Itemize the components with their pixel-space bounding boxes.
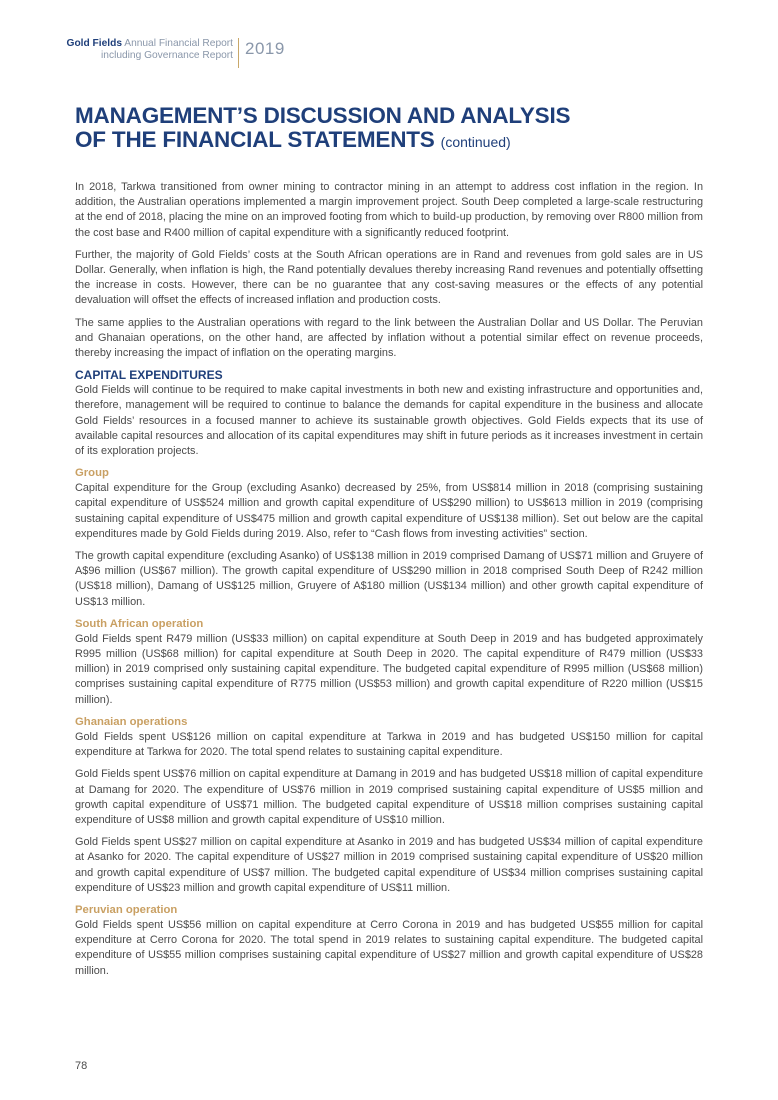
page-number: 78 [75, 1060, 88, 1072]
title-continued: (continued) [440, 134, 511, 150]
report-name-line-2: including Governance Report [101, 50, 233, 61]
paragraph: The growth capital expenditure (excluding Asanko) of US$138 million in 2019 comprised Damang of US$71 million and Gruyere of A$96 million (US$67 million). The growth capital expenditure of US$290 million in 2018 comprised South Deep of R242 million (US$18 million), Damang of US$125 million, Gruyere of A$180 million (US$134 million) and other growth capital expenditure of US$13 million. [75, 550, 703, 608]
title-line-2: OF THE FINANCIAL STATEMENTS [75, 127, 435, 152]
paragraph: In 2018, Tarkwa transitioned from owner mining to contractor mining in an attempt to address cost inflation in the region. In addition, the Australian operations implemented a margin improvement project. South Deep completed a large-scale restructuring at the end of 2018, placing the mine on an improved footing from which to build-up production, by removing over R800 million from the cost base and R400 million of capital expenditure with a significantly reduced footprint. [75, 181, 703, 239]
paragraph: Gold Fields spent US$56 million on capital expenditure at Cerro Corona in 2019 and has budgeted US$55 million for capital expenditure at Cerro Corona for 2020. The total spend in 2019 relates to sustaining capital expenditure. The budgeted capital expenditure of US$55 million comprises sustaining capital expenditure of US$27 million and growth capital expenditure of US$28 million. [75, 918, 703, 977]
report-type: Annual Financial Report [122, 38, 233, 49]
report-name [67, 38, 233, 62]
paragraph: Gold Fields spent US$27 million on capital expenditure at Asanko in 2019 and has budgeted US$34 million of capital expenditure at Asanko for 2020. The capital expenditure of US$27 million in 2019 comprised sustaining capital expenditure of US$20 million and growth capital expenditure of US$7 million. The budgeted capital expenditure of US$34 million comprises sustaining capital expenditure of US$23 million and growth capital expenditure of US$11 million. [75, 836, 703, 894]
brand-name: Gold Fields [66, 38, 122, 49]
report-name-line-1 [67, 38, 233, 50]
document-body [75, 180, 703, 986]
report-year: 2019 [245, 39, 285, 58]
header-divider [238, 38, 239, 68]
paragraph: The same applies to the Australian operations with regard to the link between the Australian Dollar and US Dollar. The Peruvian and Ghanaian operations, on the other hand, are affected by inflation without a potential similar effect on revenue proceeds, thereby increasing the impact of inflation on the operating margins. [75, 316, 703, 360]
subheading-ghanaian-operations: Ghanaian operations [75, 715, 188, 728]
title-line-1: MANAGEMENT’S DISCUSSION AND ANALYSIS [75, 103, 571, 128]
paragraph: Gold Fields spent US$76 million on capital expenditure at Damang in 2019 and has budgeted US$18 million of capital expenditure at Damang for 2020. The expenditure of US$76 million in 2019 comprised sustaining capital expenditure of US$5 million and growth capital expenditure of US$71 million. The budgeted capital expenditure of US$18 million comprises sustaining capital expenditure of US$8 million and growth capital expenditure of US$10 million. [75, 768, 703, 826]
paragraph: Gold Fields spent R479 million (US$33 million) on capital expenditure at South Deep in 2019 and has budgeted approximately R995 million (US$68 million) for capital expenditure at South Deep in 2020. The capital expenditure of R479 million (US$33 million) in 2019 comprised only sustaining capital expenditure. The budgeted capital expenditure of R995 million (US$68 million) comprises sustaining capital expenditure of R775 million (US$53 million) and growth capital expenditure of R220 million (US$15 million). [75, 632, 703, 706]
subheading-group: Group [75, 467, 109, 480]
subheading-peruvian-operation: Peruvian operation [75, 903, 178, 916]
paragraph: Gold Fields will continue to be required to make capital investments in both new and existing infrastructure and opportunities and, therefore, management will be required to continue to balance the demands for capital expenditure in the business and allocate Gold Fields’ resources in a focused manner to achieve its sustainable growth objectives. Gold Fields expects that its use of available capital resources and allocation of its capital expenditures may shift in future periods as it increases investment in certain of its exploration projects. [75, 384, 703, 458]
report-header [0, 38, 778, 72]
paragraph: Gold Fields spent US$126 million on capital expenditure at Tarkwa in 2019 and has budgeted US$150 million for capital expenditure at Tarkwa for 2020. The total spend relates to sustaining capital expenditure. [75, 730, 703, 759]
subheading-south-african-operation: South African operation [75, 617, 204, 630]
paragraph: Further, the majority of Gold Fields’ costs at the South African operations are in Rand and revenues from gold sales are in US Dollar. Generally, when inflation is high, the Rand potentially devalues thereby increasing Rand revenues and potentially offsetting the increase in costs. However, there can be no guarantee that any cost-saving measures or the effects of any potential devaluation will offset the effects of increased inflation and production costs. [75, 248, 703, 307]
page-title [75, 104, 715, 154]
paragraph: Capital expenditure for the Group (excluding Asanko) decreased by 25%, from US$814 million in 2018 (comprising sustaining capital expenditure of US$524 million and growth capital expenditure of US$290 million) to US$613 million in 2019 (comprising sustaining capital expenditure of US$475 million and growth capital expenditure of US$138 million). Set out below are the capital expenditures made by Gold Fields during 2019. Also, refer to “Cash flows from investing activities” section. [75, 482, 703, 540]
section-heading-capital-expenditures: CAPITAL EXPENDITURES [75, 368, 223, 383]
